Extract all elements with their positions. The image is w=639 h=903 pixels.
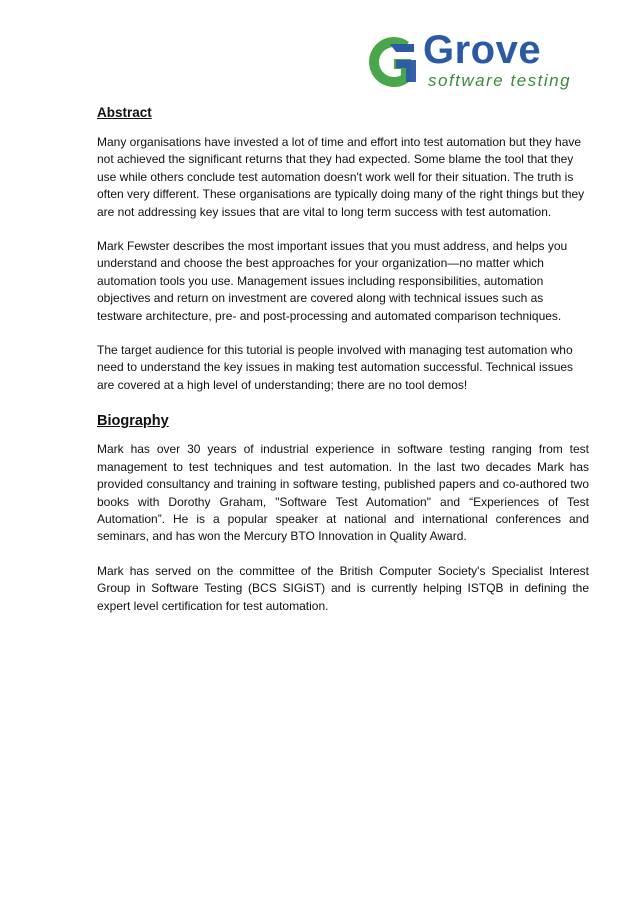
abstract-heading: Abstract [97, 105, 152, 120]
grove-logo-mark-icon [366, 36, 424, 88]
document-body [97, 104, 589, 632]
logo-wordmark: Grove [423, 28, 542, 72]
biography-paragraph-2: Mark has served on the committee of the British Computer Society's Specialist Interest Group in Software Testing (BCS SIGiST) and is currently helping ISTQB in defining the expert level certification for test automation. [97, 563, 589, 613]
abstract-paragraph-2: Mark Fewster describes the most important issues that you must address, and helps you understand and choose the best approaches for your organization—no matter which automation tools you use. Management issues including responsibilities, automation objectives and return on investment are covered along with technical issues such as testware architecture, pre- and post-processing and automated comparison techniques. [97, 239, 568, 323]
company-logo [366, 28, 591, 94]
abstract-paragraph-1: Many organisations have invested a lot of time and effort into test automation but they have not achieved the significant returns that they had expected. Some blame the tool that they use while others conclude test automation doesn't work well for their situation. The truth is often very different. These organisations are typically doing many of the right things but they are not addressing key issues that are vital to long term success with test automation. [97, 135, 585, 219]
biography-heading: Biography [97, 413, 169, 430]
logo-tagline: software testing [428, 71, 572, 90]
biography-paragraph-1: Mark has over 30 years of industrial experience in software testing ranging from test management to test techniques and test automation. In the last two decades Mark has provided consultancy and training in software testing, published papers and co-authored two books with Dorothy Graham, "Software Test Automation" and “Experiences of Test Automation”. He is a popular speaker at national and international conferences and seminars, and has won the Mercury BTO Innovation in Quality Award. [97, 442, 589, 544]
abstract-paragraph-3: The target audience for this tutorial is people involved with managing test automation who need to understand the key issues in making test automation successful. Technical issues are covered at a high level of understanding; there are no tool demos! [97, 343, 574, 392]
